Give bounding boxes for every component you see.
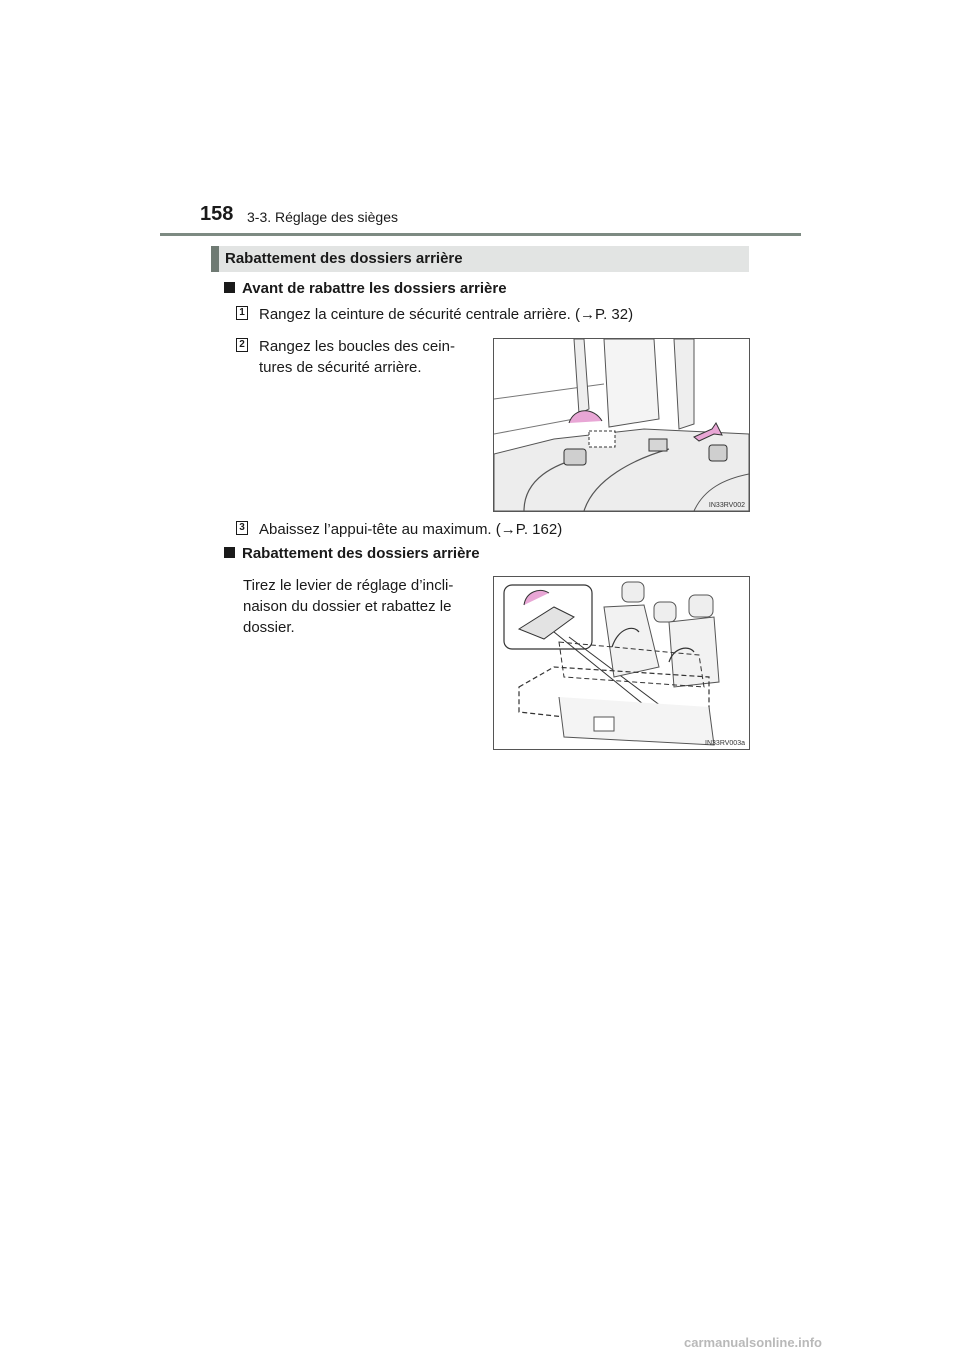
- section-heading-bar: [211, 246, 749, 272]
- folding-instructions: [243, 575, 483, 638]
- header-divider: [160, 233, 801, 236]
- figure-code: IN33RV002: [708, 502, 745, 509]
- step-number-badge: 2: [236, 338, 248, 352]
- seatbelt-buckle-figure: [493, 338, 750, 512]
- watermark-logo: carmanualsonline.info: [684, 1335, 822, 1350]
- folding-line: dossier.: [243, 619, 295, 636]
- subheading-text: Rabattement des dossiers arrière: [242, 545, 480, 562]
- step-3-text: Abaissez l’appui-tête au maximum. (→P. 162): [259, 521, 563, 538]
- section-heading: Rabattement des dossiers arrière: [225, 250, 463, 267]
- figure-code: IN33RV003a: [705, 740, 745, 747]
- seat-buckle-illustration: [494, 339, 749, 511]
- step-1-text: Rangez la ceinture de sécurité centrale arrière. (→P. 32): [259, 306, 634, 323]
- subheading-text: Avant de rabattre les dossiers arrière: [242, 280, 507, 297]
- step-number-badge: 3: [236, 521, 248, 535]
- step-2-line: Rangez les boucles des cein-: [259, 338, 455, 355]
- step-2-text: [259, 336, 489, 378]
- step-2-line: tures de sécurité arrière.: [259, 359, 422, 376]
- subheading-folding: [224, 545, 480, 562]
- seatback-folding-figure: [493, 576, 750, 750]
- square-bullet-icon: [224, 547, 235, 558]
- folding-line: naison du dossier et rabattez le: [243, 598, 452, 615]
- folding-line: Tirez le levier de réglage d’incli-: [243, 577, 454, 594]
- subheading-before-folding: [224, 280, 507, 297]
- square-bullet-icon: [224, 282, 235, 293]
- seatback-folding-illustration: [494, 577, 749, 749]
- page-number: 158: [200, 203, 234, 225]
- chapter-section-title: 3-3. Réglage des sièges: [247, 209, 398, 225]
- step-number-badge: 1: [236, 306, 248, 320]
